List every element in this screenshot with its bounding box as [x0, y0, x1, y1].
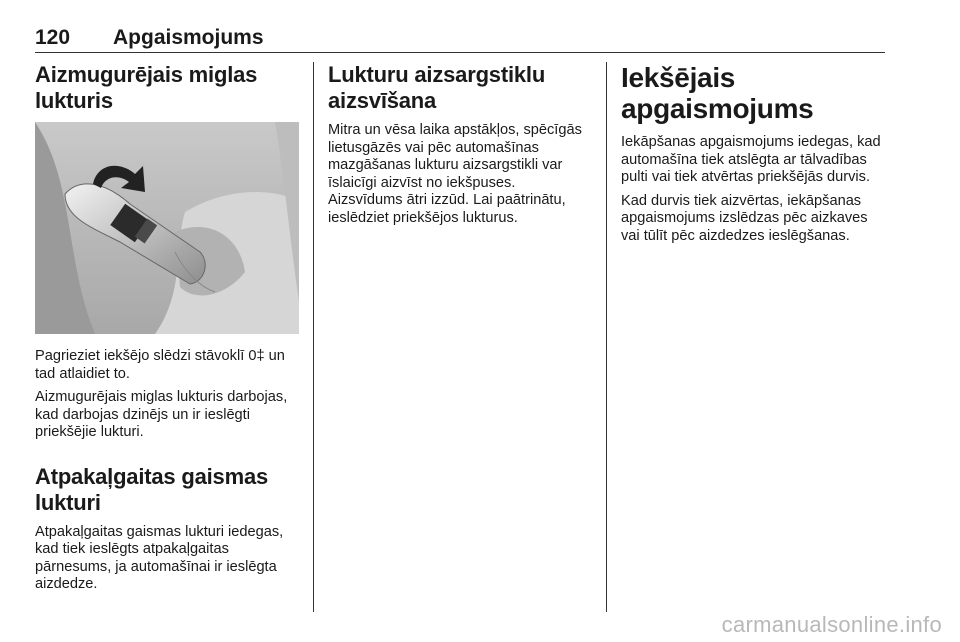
chapter-title: Apgaismojums: [113, 26, 264, 49]
column-right: [621, 62, 889, 251]
page-header: [35, 22, 885, 53]
paragraph: Mitra un vēsa laika apstākļos, spēcīgās lietusgāzēs vai pēc automašīnas mazgāšanas lukturu aizsargstikli var īslaicīgi aizvīst no iekšpuses. Aizsvīdums ātri izzūd. Lai paātrinātu, ieslēdziet priekšējos lukturus.: [328, 122, 582, 226]
paragraph: Atpakaļgaitas gaismas lukturi iedegas, kad tiek ieslēgts atpakaļgaitas pārnesums, ja automašīnai ir ieslēgta aizdedze.: [35, 523, 284, 592]
rear-fog-symbol: 0‡: [248, 348, 265, 364]
column-divider: [313, 62, 314, 612]
section-heading-rear-fog: Aizmugurējais miglas lukturis: [35, 62, 258, 113]
column-middle: [328, 62, 593, 233]
paragraph: Aizmugurējais miglas lukturis darbojas, kad darbojas dzinējs un ir ieslēgti priekšējie lukturi.: [35, 389, 288, 440]
column-left: [35, 62, 300, 600]
section-heading-reverse-lights: Atpakaļgaitas gaismas lukturi: [35, 463, 269, 515]
light-switch-illustration: [35, 122, 299, 334]
column-divider: [606, 62, 607, 612]
section-heading-interior-lighting: Iekšējais apgaismojums: [621, 62, 814, 124]
page-number: 120: [35, 26, 71, 49]
paragraph: Pagrieziet iekšējo slēdzi stāvoklī 0‡ un tad atlaidiet to.: [35, 348, 285, 382]
section-heading-fogging: Lukturu aizsargstiklu aizsvīšana: [328, 62, 546, 113]
paragraph: Kad durvis tiek aizvērtas, iekāpšanas apgaismojums izslēdzas pēc aizkaves vai tūlīt pēc aizdedzes ieslēgšanas.: [621, 192, 868, 244]
watermark: carmanualsonline.info: [721, 612, 942, 637]
paragraph: Iekāpšanas apgaismojums iedegas, kad automašīna tiek atslēgta ar tālvadības pulti vai tiek atvērtas priekšējās durvis.: [621, 134, 881, 185]
